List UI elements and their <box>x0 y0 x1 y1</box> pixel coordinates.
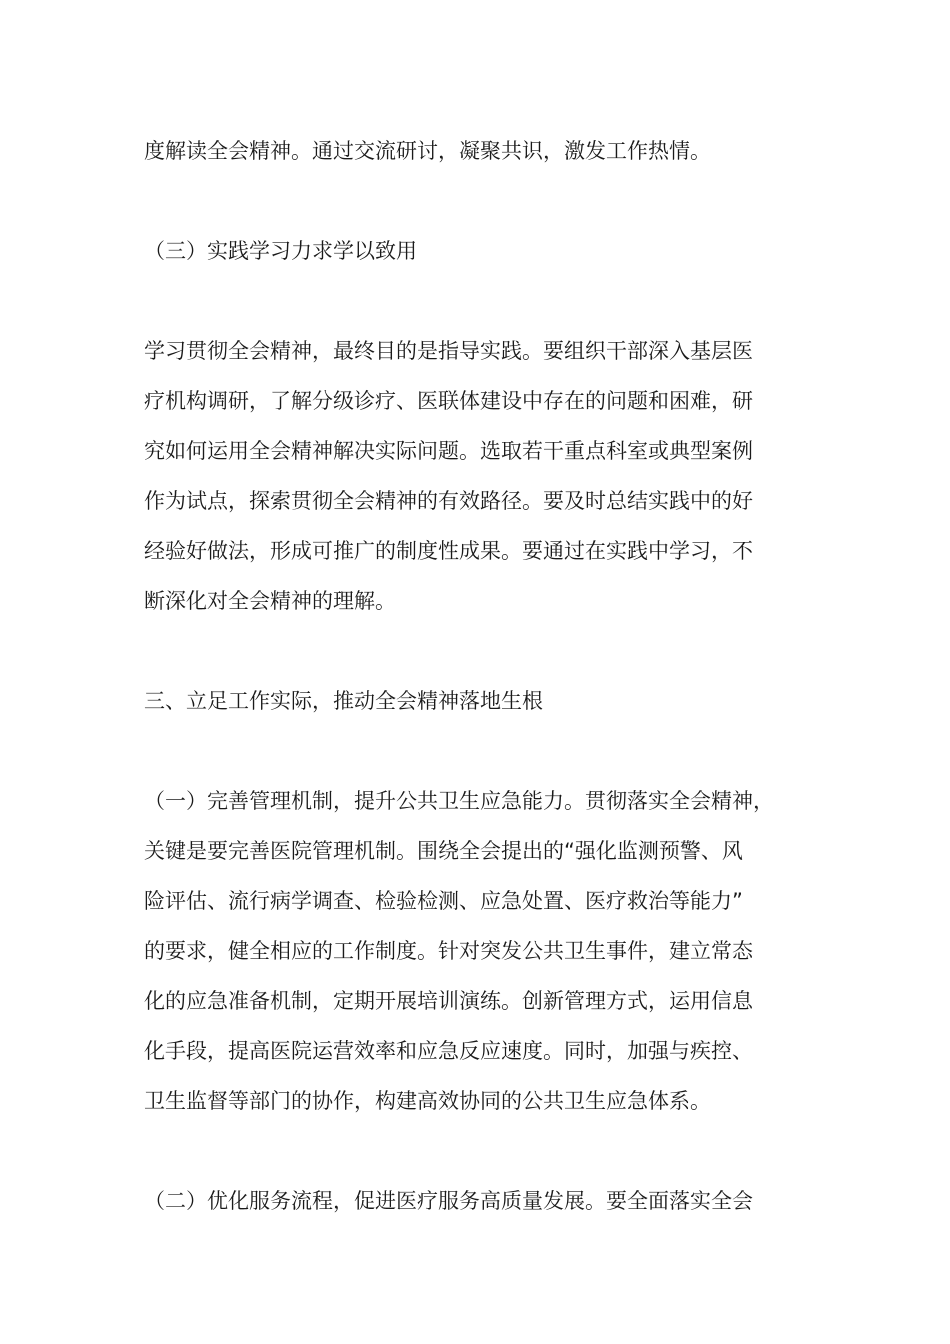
paragraph-line: （二）优化服务流程，促进医疗服务高质量发展。要全面落实全会 <box>144 1189 753 1213</box>
paragraph-line: （一）完善管理机制，提升公共卫生应急能力。贯彻落实全会精神， <box>144 789 774 813</box>
chapter-heading: 三、立足工作实际，推动全会精神落地生根 <box>144 689 543 713</box>
section-heading: （三）实践学习力求学以致用 <box>144 239 417 263</box>
paragraph-line: 的要求，健全相应的工作制度。针对突发公共卫生事件，建立常态 <box>144 939 753 963</box>
paragraph-line: 学习贯彻全会精神，最终目的是指导实践。要组织干部深入基层医 <box>144 339 753 363</box>
paragraph-line: 经验好做法，形成可推广的制度性成果。要通过在实践中学习，不 <box>144 539 753 563</box>
paragraph-gap <box>144 626 814 676</box>
paragraph-gap <box>144 176 814 226</box>
paragraph-line: 断深化对全会精神的理解。 <box>144 589 396 613</box>
paragraph-line: 究如何运用全会精神解决实际问题。选取若干重点科室或典型案例 <box>144 439 753 463</box>
paragraph-line: 险评估、流行病学调查、检验检测、应急处置、医疗救治等能力” <box>144 889 743 913</box>
paragraph-gap <box>144 1126 814 1176</box>
paragraph-line: 作为试点，探索贯彻全会精神的有效路径。要及时总结实践中的好 <box>144 489 753 513</box>
paragraph-line: 度解读全会精神。通过交流研讨，凝聚共识，激发工作热情。 <box>144 139 711 163</box>
document-body <box>144 126 814 1226</box>
paragraph-line: 化手段，提高医院运营效率和应急反应速度。同时，加强与疾控、 <box>144 1039 753 1063</box>
paragraph-line: 疗机构调研，了解分级诊疗、医联体建设中存在的问题和困难，研 <box>144 389 753 413</box>
paragraph-line: 化的应急准备机制，定期开展培训演练。创新管理方式，运用信息 <box>144 989 753 1013</box>
paragraph-gap <box>144 726 814 776</box>
paragraph-gap <box>144 276 814 326</box>
paragraph-line: 关键是要完善医院管理机制。围绕全会提出的“强化监测预警、风 <box>144 839 743 863</box>
paragraph-line: 卫生监督等部门的协作，构建高效协同的公共卫生应急体系。 <box>144 1089 711 1113</box>
